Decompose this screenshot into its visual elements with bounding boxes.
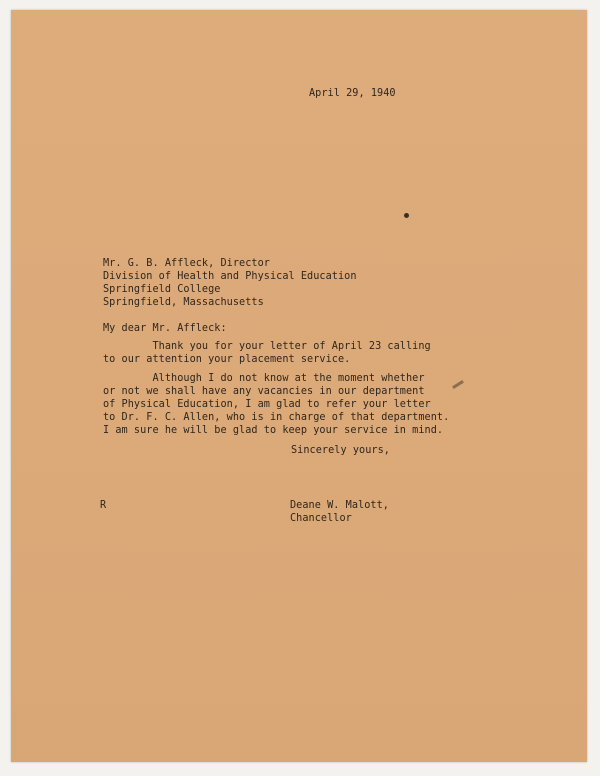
- body-line: to our attention your placement service.: [103, 354, 351, 365]
- signature-title: Chancellor: [290, 513, 352, 524]
- typist-initial: R: [100, 500, 107, 511]
- body-line: of Physical Education, I am glad to refer your letter: [103, 399, 431, 410]
- closing: Sincerely yours,: [291, 445, 390, 456]
- address-line: Mr. G. B. Affleck, Director: [103, 258, 270, 269]
- address-line: Springfield College: [103, 284, 221, 295]
- salutation: My dear Mr. Affleck:: [103, 323, 227, 334]
- letter-date: April 29, 1940: [309, 88, 396, 99]
- body-line: Thank you for your letter of April 23 calling: [103, 341, 431, 352]
- ink-dot: [404, 213, 409, 218]
- address-line: Division of Health and Physical Education: [103, 271, 357, 282]
- body-line: or not we shall have any vacancies in our department: [103, 386, 425, 397]
- pencil-mark: [452, 380, 464, 389]
- body-line: I am sure he will be glad to keep your service in mind.: [103, 425, 444, 436]
- signature-name: Deane W. Malott,: [290, 500, 389, 511]
- letter-page: [11, 10, 587, 762]
- body-line: Although I do not know at the moment whether: [103, 373, 425, 384]
- body-line: to Dr. F. C. Allen, who is in charge of that department.: [103, 412, 450, 423]
- address-line: Springfield, Massachusetts: [103, 297, 264, 308]
